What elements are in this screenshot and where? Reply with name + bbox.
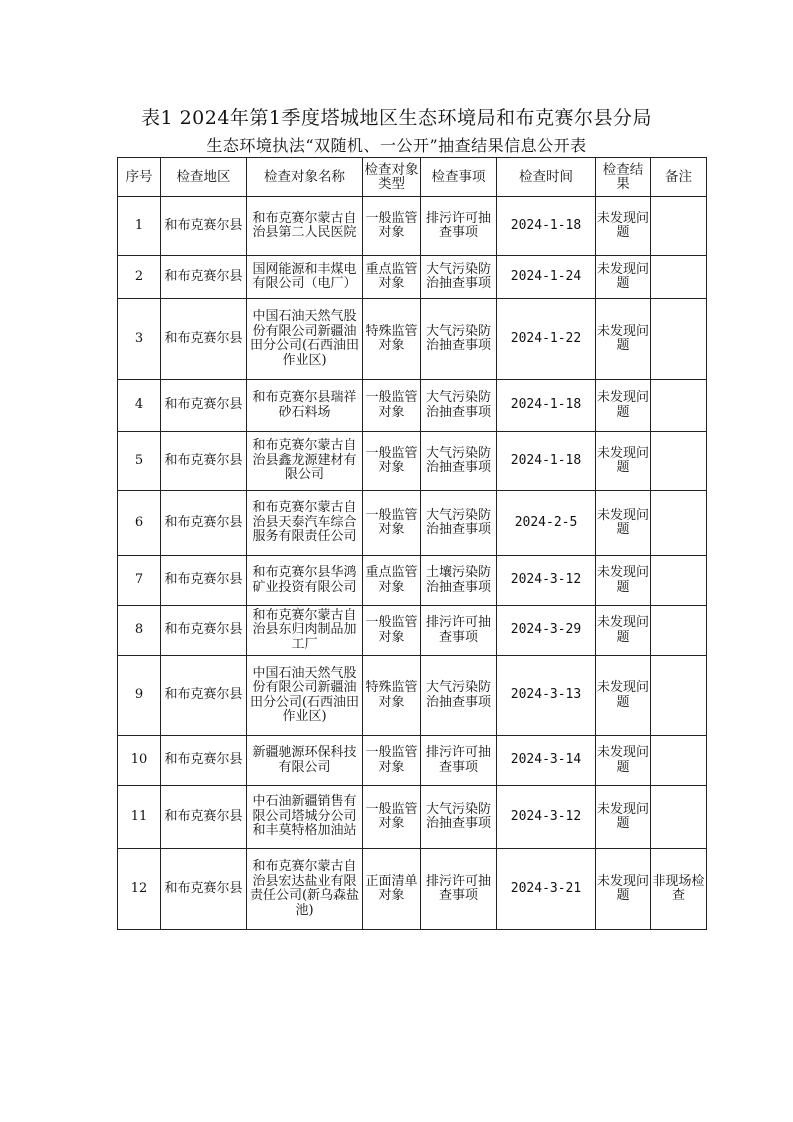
cell-target-type: 一般监管对象 [363,380,421,432]
cell-target-name: 和布克赛尔蒙古自治县天泰汽车综合服务有限责任公司 [247,491,363,556]
cell-seq: 11 [118,786,161,849]
cell-target-type: 一般监管对象 [363,736,421,786]
cell-item: 排污许可抽查事项 [421,606,497,656]
cell-seq: 1 [118,197,161,256]
header-note: 备注 [651,158,707,197]
cell-note [651,656,707,736]
cell-region: 和布克赛尔县 [161,491,247,556]
cell-date: 2024-3-13 [497,656,596,736]
cell-result: 未发现问题 [596,197,651,256]
cell-result: 未发现问题 [596,606,651,656]
header-date: 检查时间 [497,158,596,197]
cell-target-name: 和布克赛尔蒙古自治县东归肉制品加工厂 [247,606,363,656]
cell-result: 未发现问题 [596,849,651,930]
table-row [118,849,707,930]
cell-target-name: 新疆驰源环保科技有限公司 [247,736,363,786]
cell-result: 未发现问题 [596,491,651,556]
cell-target-type: 特殊监管对象 [363,299,421,380]
table-row [118,606,707,656]
cell-item: 大气污染防治抽查事项 [421,432,497,491]
table-header-row [118,158,707,197]
cell-date: 2024-3-14 [497,736,596,786]
cell-note [651,606,707,656]
header-seq: 序号 [118,158,161,197]
header-target-type: 检查对象类型 [363,158,421,197]
cell-date: 2024-3-29 [497,606,596,656]
document-title-line1: 表1 2024年第1季度塔城地区生态环境局和布克赛尔县分局 [140,107,653,129]
inspection-results-table [117,157,707,930]
cell-note [651,556,707,606]
cell-note [651,299,707,380]
cell-target-name: 和布克赛尔蒙古自治县宏达盐业有限责任公司(新乌森盐池) [247,849,363,930]
cell-seq: 12 [118,849,161,930]
header-result: 检查结果 [596,158,651,197]
cell-target-type: 一般监管对象 [363,786,421,849]
cell-date: 2024-2-5 [497,491,596,556]
cell-region: 和布克赛尔县 [161,197,247,256]
cell-region: 和布克赛尔县 [161,556,247,606]
table-row [118,736,707,786]
document-title-line2: 生态环境执法“双随机、一公开”抽查结果信息公开表 [206,136,587,155]
cell-result: 未发现问题 [596,432,651,491]
cell-date: 2024-1-18 [497,432,596,491]
cell-date: 2024-3-12 [497,786,596,849]
cell-region: 和布克赛尔县 [161,299,247,380]
cell-note [651,256,707,299]
cell-region: 和布克赛尔县 [161,736,247,786]
cell-date: 2024-1-18 [497,380,596,432]
cell-date: 2024-3-12 [497,556,596,606]
cell-note [651,197,707,256]
cell-item: 大气污染防治抽查事项 [421,491,497,556]
cell-seq: 2 [118,256,161,299]
cell-seq: 3 [118,299,161,380]
cell-result: 未发现问题 [596,256,651,299]
table-row [118,197,707,256]
cell-target-name: 国网能源和丰煤电有限公司（电厂） [247,256,363,299]
cell-seq: 5 [118,432,161,491]
cell-seq: 9 [118,656,161,736]
cell-target-type: 一般监管对象 [363,432,421,491]
cell-note [651,736,707,786]
cell-target-type: 重点监管对象 [363,556,421,606]
cell-note [651,380,707,432]
cell-note: 非现场检查 [651,849,707,930]
cell-target-type: 一般监管对象 [363,197,421,256]
cell-target-name: 中国石油天然气股份有限公司新疆油田分公司(石西油田作业区) [247,299,363,380]
cell-region: 和布克赛尔县 [161,380,247,432]
cell-target-type: 特殊监管对象 [363,656,421,736]
cell-item: 大气污染防治抽查事项 [421,299,497,380]
cell-target-name: 和布克赛尔蒙古自治县第二人民医院 [247,197,363,256]
table-row [118,786,707,849]
cell-item: 大气污染防治抽查事项 [421,380,497,432]
cell-date: 2024-1-18 [497,197,596,256]
cell-date: 2024-1-22 [497,299,596,380]
cell-note [651,432,707,491]
cell-item: 排污许可抽查事项 [421,849,497,930]
cell-target-type: 一般监管对象 [363,606,421,656]
cell-result: 未发现问题 [596,786,651,849]
cell-target-name: 中石油新疆销售有限公司塔城分公司和丰莫特格加油站 [247,786,363,849]
table-row [118,256,707,299]
cell-item: 排污许可抽查事项 [421,736,497,786]
cell-item: 大气污染防治抽查事项 [421,656,497,736]
cell-date: 2024-1-24 [497,256,596,299]
table-row [118,432,707,491]
cell-item: 排污许可抽查事项 [421,197,497,256]
table-row [118,491,707,556]
cell-target-type: 正面清单对象 [363,849,421,930]
cell-region: 和布克赛尔县 [161,849,247,930]
cell-seq: 10 [118,736,161,786]
cell-target-type: 重点监管对象 [363,256,421,299]
header-item: 检查事项 [421,158,497,197]
cell-target-name: 和布克赛尔县华鸿矿业投资有限公司 [247,556,363,606]
cell-region: 和布克赛尔县 [161,786,247,849]
cell-seq: 8 [118,606,161,656]
cell-target-type: 一般监管对象 [363,491,421,556]
cell-note [651,786,707,849]
cell-result: 未发现问题 [596,736,651,786]
cell-result: 未发现问题 [596,299,651,380]
cell-item: 大气污染防治抽查事项 [421,786,497,849]
cell-region: 和布克赛尔县 [161,606,247,656]
cell-seq: 7 [118,556,161,606]
header-target-name: 检查对象名称 [247,158,363,197]
cell-result: 未发现问题 [596,656,651,736]
cell-item: 土壤污染防治抽查事项 [421,556,497,606]
cell-note [651,491,707,556]
table-row [118,556,707,606]
cell-result: 未发现问题 [596,556,651,606]
header-region: 检查地区 [161,158,247,197]
cell-target-name: 和布克赛尔县瑞祥砂石料场 [247,380,363,432]
table-row [118,299,707,380]
cell-seq: 6 [118,491,161,556]
cell-result: 未发现问题 [596,380,651,432]
cell-item: 大气污染防治抽查事项 [421,256,497,299]
cell-region: 和布克赛尔县 [161,656,247,736]
cell-region: 和布克赛尔县 [161,432,247,491]
cell-target-name: 和布克赛尔蒙古自治县鑫龙源建材有限公司 [247,432,363,491]
cell-seq: 4 [118,380,161,432]
table-row [118,380,707,432]
cell-date: 2024-3-21 [497,849,596,930]
cell-target-name: 中国石油天然气股份有限公司新疆油田分公司(石西油田作业区) [247,656,363,736]
cell-region: 和布克赛尔县 [161,256,247,299]
table-row [118,656,707,736]
